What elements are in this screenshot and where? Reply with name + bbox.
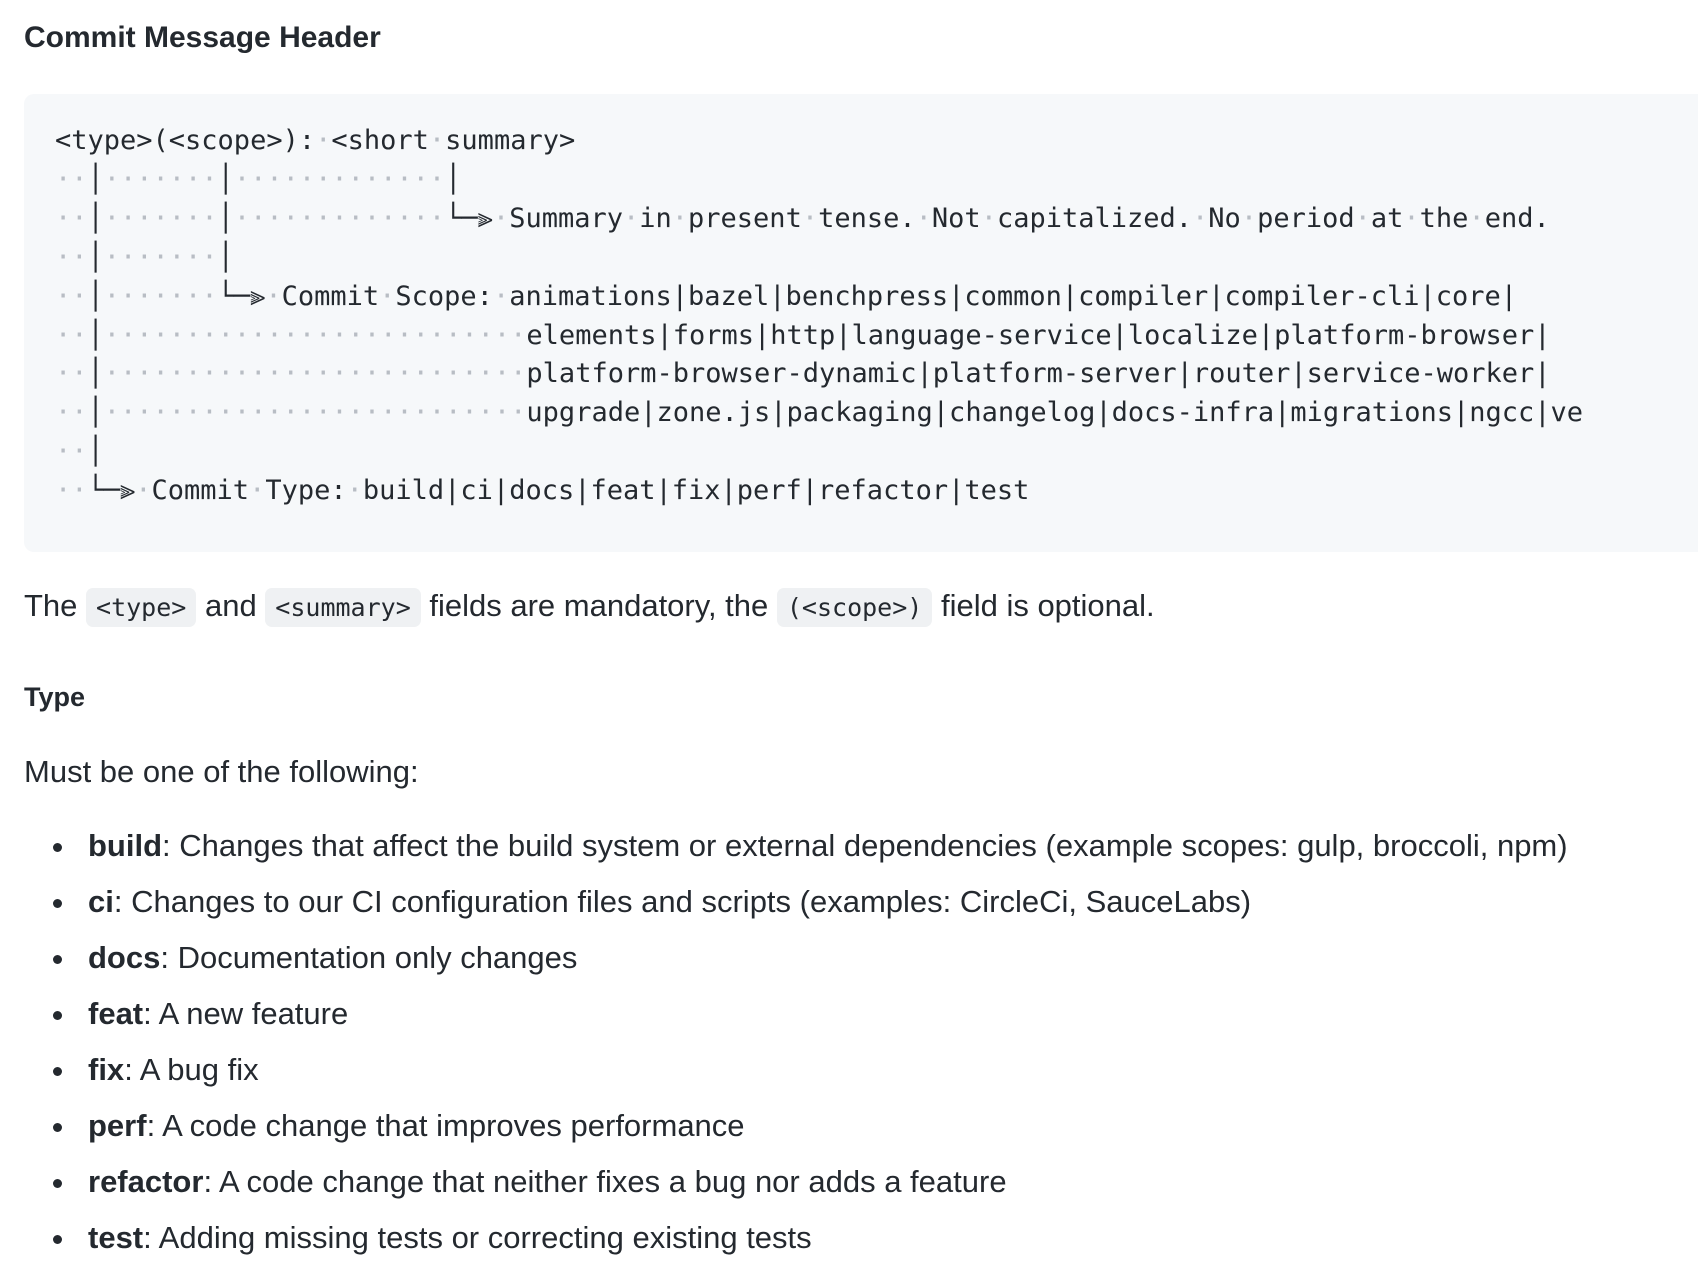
inline-code-scope: (<scope>) xyxy=(777,588,932,627)
code-line: ··│··························platform-browser-dynamic|platform-server|router|service-worker| xyxy=(55,358,1551,390)
code-line: ··│·······│ xyxy=(55,241,234,273)
type-description: : A new feature xyxy=(143,996,349,1031)
inline-code-type: <type> xyxy=(86,588,196,627)
list-item xyxy=(0,826,1568,882)
type-description: : Changes to our CI configuration files and scripts (examples: CircleCi, SauceLabs) xyxy=(113,884,1252,919)
commit-type-list xyxy=(0,826,1568,1274)
bullet-icon xyxy=(53,1011,62,1020)
type-name: ci xyxy=(88,884,114,919)
type-heading: Type xyxy=(24,682,86,712)
list-item xyxy=(0,1106,1568,1162)
type-description: : A code change that improves performance xyxy=(146,1108,745,1143)
type-description: : A code change that neither fixes a bug nor adds a feature xyxy=(203,1164,1007,1199)
commit-message-header-heading: Commit Message Header xyxy=(24,21,381,54)
mandatory-fields-paragraph: The <type> and <summary> fields are mandatory, the (<scope>) field is optional. xyxy=(24,586,1155,626)
type-description: : Changes that affect the build system or external dependencies (example scopes: gulp, broccoli, npm) xyxy=(162,828,1568,863)
code-line: ··│··························upgrade|zone.js|packaging|changelog|docs-infra|migrations|ngcc|ve xyxy=(55,397,1584,429)
code-line: <type>(<scope>):·<short·summary> xyxy=(55,125,576,156)
list-item xyxy=(0,882,1568,938)
type-name: build xyxy=(88,828,163,863)
list-item xyxy=(0,1050,1568,1106)
type-description: : A bug fix xyxy=(124,1052,259,1087)
bullet-icon xyxy=(53,1235,62,1244)
code-line: ··│·······│·············└─⫸·Summary·in·present·tense.·Not·capitalized.·No·period·at·the·end. xyxy=(55,202,1550,234)
list-item xyxy=(0,994,1568,1050)
code-line: ··│·······└─⫸·Commit·Scope:·animations|bazel|benchpress|common|compiler|compiler-cli|core| xyxy=(55,280,1518,312)
type-name: fix xyxy=(88,1052,125,1087)
bullet-icon xyxy=(53,955,62,964)
type-name: feat xyxy=(88,996,144,1031)
code-line: ··│ xyxy=(55,436,104,468)
type-description: : Adding missing tests or correcting existing tests xyxy=(143,1220,812,1255)
commit-format-code-block[interactable] xyxy=(24,94,1698,552)
list-item xyxy=(0,938,1568,994)
bullet-icon xyxy=(53,1179,62,1188)
bullet-icon xyxy=(53,843,62,852)
type-name: perf xyxy=(88,1108,147,1143)
list-item xyxy=(0,1162,1568,1218)
list-item xyxy=(0,1218,1568,1274)
type-name: refactor xyxy=(88,1164,204,1199)
bullet-icon xyxy=(53,1123,62,1132)
type-name: test xyxy=(88,1220,144,1255)
code-line: ··│··························elements|forms|http|language-service|localize|platform-browser| xyxy=(55,319,1551,351)
type-intro-paragraph: Must be one of the following: xyxy=(24,754,419,789)
code-line: ··└─⫸·Commit·Type:·build|ci|docs|feat|fix|perf|refactor|test xyxy=(55,475,1030,507)
inline-code-summary: <summary> xyxy=(265,588,420,627)
bullet-icon xyxy=(53,1067,62,1076)
code-block-text xyxy=(55,122,1583,511)
type-description: : Documentation only changes xyxy=(160,940,578,975)
type-name: docs xyxy=(88,940,161,975)
code-line: ··│·······│·············│ xyxy=(55,163,462,195)
bullet-icon xyxy=(53,899,62,908)
